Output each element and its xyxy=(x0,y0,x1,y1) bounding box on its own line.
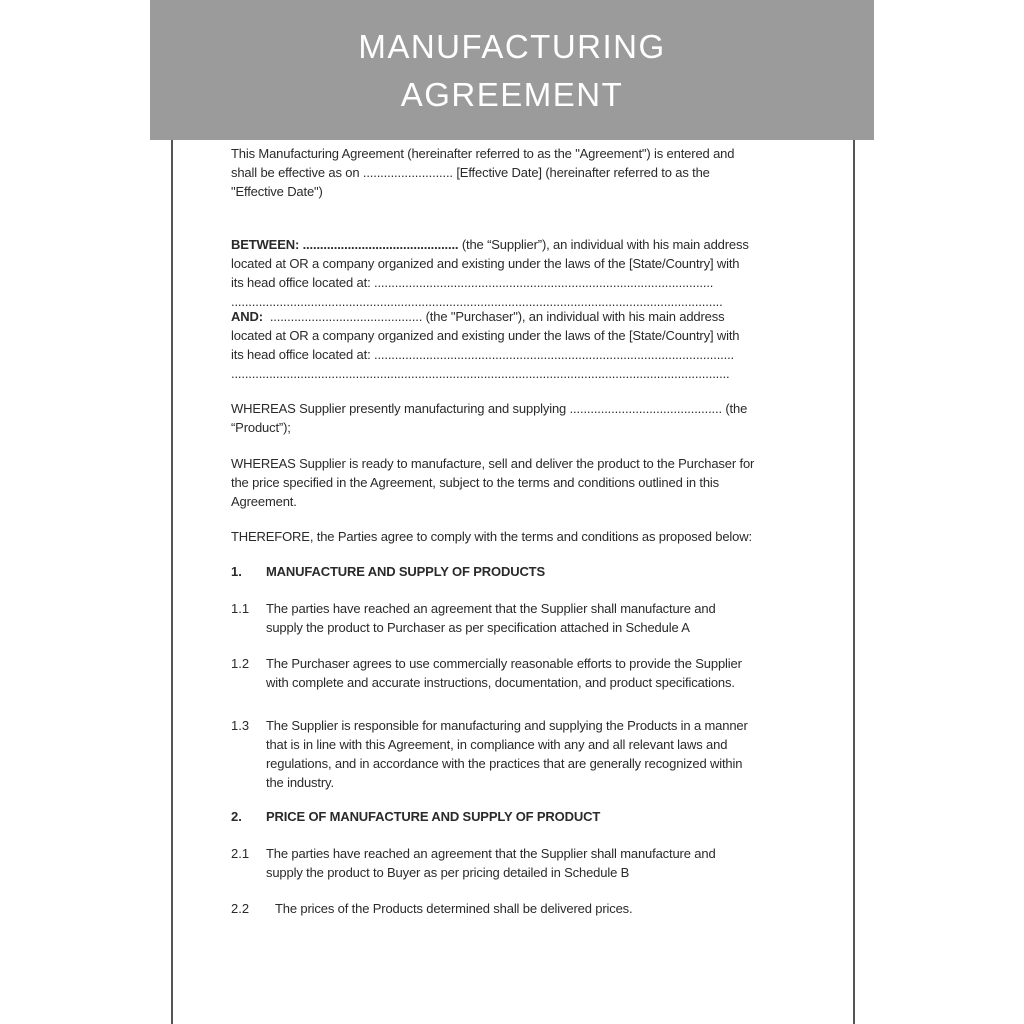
text-line: The parties have reached an agreement that the Supplier shall manufacture and xyxy=(266,846,716,861)
section-1-number: 1. xyxy=(231,564,242,579)
whereas-paragraph-2 xyxy=(231,454,754,511)
text-line: the price specified in the Agreement, subject to the terms and conditions outlined in this xyxy=(231,475,720,490)
section-1-heading: MANUFACTURE AND SUPPLY OF PRODUCTS xyxy=(266,564,545,579)
text-line: supply the product to Buyer as per pricing detailed in Schedule B xyxy=(266,865,630,880)
intro-paragraph xyxy=(231,144,734,201)
text-line: that is in line with this Agreement, in compliance with any and all relevant laws and xyxy=(266,737,728,752)
text-line: “Product”); xyxy=(231,420,291,435)
text-line: The parties have reached an agreement that the Supplier shall manufacture and xyxy=(266,601,716,616)
text-line: The Purchaser agrees to use commercially reasonable efforts to provide the Supplier xyxy=(266,656,742,671)
text-line: with complete and accurate instructions, documentation, and product specifications. xyxy=(266,675,735,690)
text-line: The prices of the Products determined shall be delivered prices. xyxy=(275,901,633,916)
title-line-2: AGREEMENT xyxy=(400,76,624,113)
text-line: located at OR a company organized and existing under the laws of the [State/Country] with xyxy=(231,328,740,343)
clause-1-2 xyxy=(266,654,742,692)
page-left-border xyxy=(171,140,173,1024)
whereas-paragraph-1 xyxy=(231,399,747,437)
clause-number: 1.1 xyxy=(231,601,250,616)
and-paragraph xyxy=(231,307,739,383)
and-label: AND: xyxy=(231,309,263,324)
text-line: the industry. xyxy=(266,775,334,790)
title-banner xyxy=(150,0,874,140)
clause-1-3 xyxy=(266,716,748,792)
clause-number: 2.1 xyxy=(231,846,250,861)
title-line-1: MANUFACTURING xyxy=(358,28,666,65)
text-line: WHEREAS Supplier presently manufacturing and supplying ............................................ (the xyxy=(231,401,748,416)
text-line: .............................................................................................................................................. xyxy=(231,294,723,309)
text-line: shall be effective as on .......................... [Effective Date] (hereinafter referred to as the xyxy=(231,165,710,180)
text-line: its head office located at: .................................................................................................. xyxy=(231,275,714,290)
text-line: "Effective Date") xyxy=(231,184,323,199)
text-line: WHEREAS Supplier is ready to manufacture, sell and deliver the product to the Purchaser for xyxy=(231,456,755,471)
text-line: Agreement. xyxy=(231,494,297,509)
text-line: supply the product to Purchaser as per specification attached in Schedule A xyxy=(266,620,690,635)
text-line: This Manufacturing Agreement (hereinafter referred to as the "Agreement") is entered and xyxy=(231,146,735,161)
between-paragraph xyxy=(231,235,749,311)
text-line: its head office located at: ........................................................................................................ xyxy=(231,347,735,362)
text-line: ................................................................................................................................................ xyxy=(231,366,730,381)
text-line: located at OR a company organized and existing under the laws of the [State/Country] with xyxy=(231,256,740,271)
clause-2-1 xyxy=(266,844,716,882)
text-line: regulations, and in accordance with the practices that are generally recognized within xyxy=(266,756,743,771)
text-line: The Supplier is responsible for manufacturing and supplying the Products in a manner xyxy=(266,718,748,733)
clause-number: 2.2 xyxy=(231,901,250,916)
clause-2-2 xyxy=(275,899,632,918)
text-line: (the “Supplier”), an individual with his main address xyxy=(458,237,749,252)
text-line: ............................................ (the "Purchaser"), an individual with his main address xyxy=(262,309,725,324)
clause-number: 1.2 xyxy=(231,656,250,671)
page-right-border xyxy=(853,140,855,1024)
between-label: BETWEEN: ............................................. xyxy=(231,237,459,252)
clause-1-1 xyxy=(266,599,716,637)
therefore-paragraph: THEREFORE, the Parties agree to comply with the terms and conditions as proposed below: xyxy=(231,529,752,544)
section-2-number: 2. xyxy=(231,809,242,824)
clause-number: 1.3 xyxy=(231,718,250,733)
section-2-heading: PRICE OF MANUFACTURE AND SUPPLY OF PRODUCT xyxy=(266,809,601,824)
